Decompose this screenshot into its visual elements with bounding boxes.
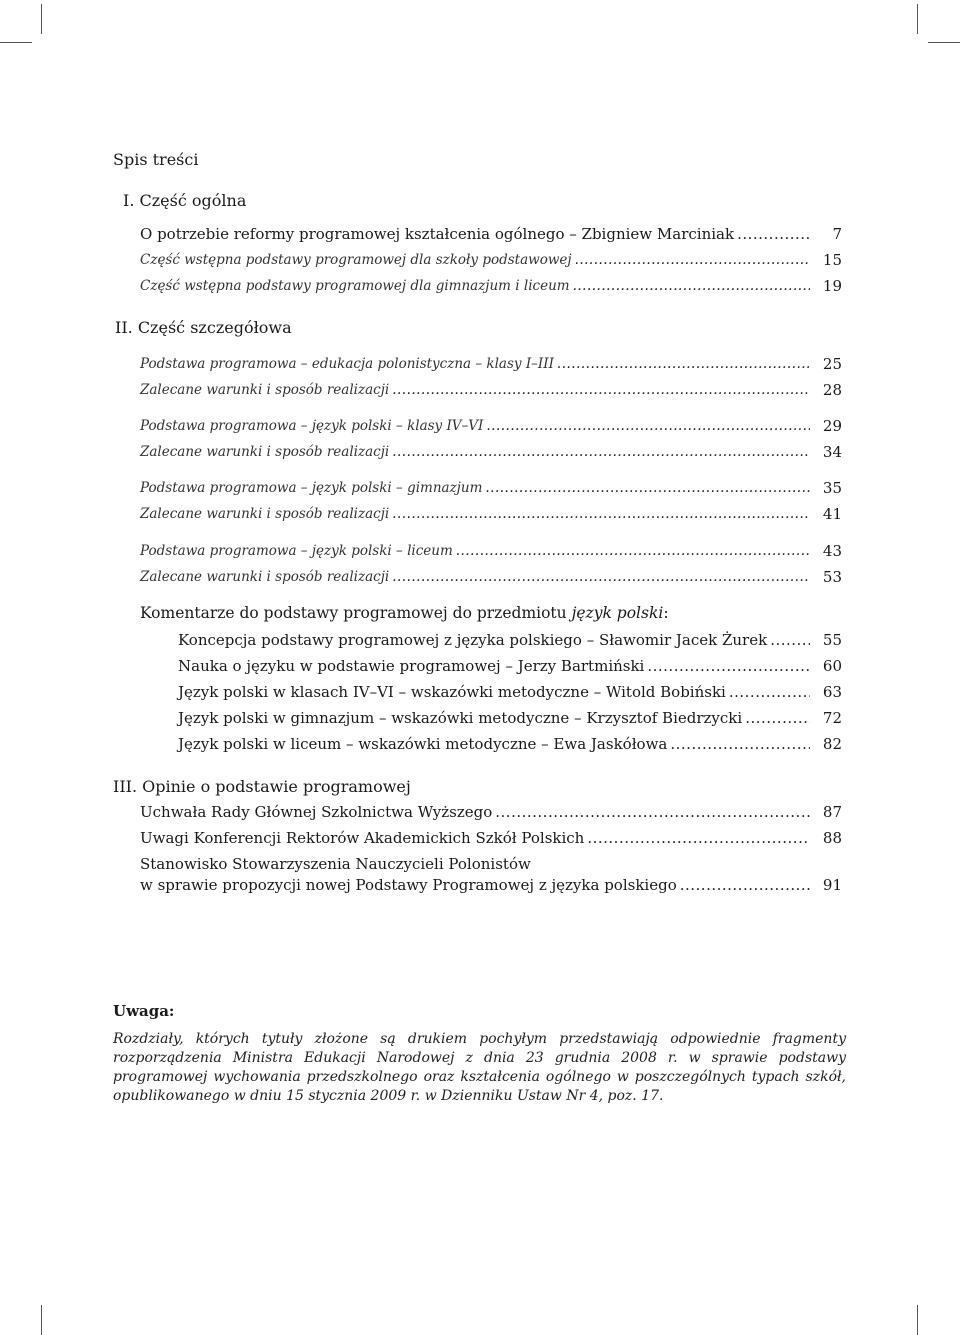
toc-entry-title: Zalecane warunki i sposób realizacji xyxy=(140,444,390,460)
toc-entry[interactable] xyxy=(178,735,810,753)
toc-entry[interactable] xyxy=(140,543,810,559)
toc-entry-page: 87 xyxy=(822,803,842,821)
toc-entry[interactable] xyxy=(140,225,810,243)
toc-entry[interactable] xyxy=(140,876,810,894)
toc-entry-title-line1: Stanowisko Stowarzyszenia Nauczycieli Polonistów xyxy=(140,855,531,873)
toc-entry-page: 55 xyxy=(822,631,842,649)
crop-mark xyxy=(928,42,960,43)
toc-entry[interactable] xyxy=(178,709,810,727)
toc-entry[interactable] xyxy=(178,657,810,675)
toc-entry-title: Podstawa programowa – edukacja polonistyczna – klasy I–III xyxy=(140,356,554,372)
leader-dots xyxy=(456,543,810,559)
leader-dots xyxy=(680,876,810,894)
section-heading: III. Opinie o podstawie programowej xyxy=(113,777,411,796)
note-body: Rozdziały, których tytuły złożone są drukiem pochyłym przedstawiają odpowiednie fragmenty rozporządzenia Ministra Edukacji Narodowej z dnia 23 grudnia 2008 r. w sprawie podstawy programowej wychowania przedszkolnego oraz kształcenia ogólnego w poszczególnych typach szkół, opublikowanego w dniu 15 stycznia 2009 r. w Dzienniku Ustaw Nr 4, poz. 17. xyxy=(113,1031,846,1104)
toc-entry-title: w sprawie propozycji nowej Podstawy Programowej z języka polskiego xyxy=(140,876,677,894)
crop-mark xyxy=(917,4,918,34)
toc-entry[interactable] xyxy=(140,356,810,372)
toc-entry-title: Zalecane warunki i sposób realizacji xyxy=(140,382,390,398)
toc-entry[interactable] xyxy=(140,480,810,496)
leader-dots xyxy=(745,709,810,727)
toc-entry[interactable] xyxy=(140,569,810,585)
leader-dots xyxy=(587,829,810,847)
toc-entry-title: Koncepcja podstawy programowej z języka polskiego – Sławomir Jacek Żurek xyxy=(178,631,768,649)
toc-entry[interactable] xyxy=(140,252,810,268)
leader-dots xyxy=(392,506,810,522)
toc-entry-page: 60 xyxy=(822,657,842,675)
leader-dots xyxy=(647,657,810,675)
leader-dots xyxy=(486,418,810,434)
toc-entry[interactable] xyxy=(140,803,810,821)
section-heading: I. Część ogólna xyxy=(123,191,247,210)
leader-dots xyxy=(392,569,810,585)
toc-entry-title: Uchwała Rady Głównej Szkolnictwa Wyższego xyxy=(140,803,493,821)
toc-entry-page: 72 xyxy=(822,709,842,727)
toc-entry-page: 82 xyxy=(822,735,842,753)
toc-entry-title: Język polski w gimnazjum – wskazówki metodyczne – Krzysztof Biedrzycki xyxy=(178,709,743,727)
toc-entry-title: Zalecane warunki i sposób realizacji xyxy=(140,569,390,585)
toc-entry[interactable] xyxy=(178,683,810,701)
leader-dots xyxy=(392,382,810,398)
toc-entry-title: Nauka o języku w podstawie programowej – Jerzy Bartmiński xyxy=(178,657,645,675)
leader-dots xyxy=(485,480,810,496)
crop-mark xyxy=(41,4,42,34)
toc-entry-title: Część wstępna podstawy programowej dla szkoły podstawowej xyxy=(140,252,572,268)
toc-entry-page: 34 xyxy=(822,443,842,461)
note-title: Uwaga: xyxy=(113,1002,175,1020)
toc-entry-title: O potrzebie reformy programowej kształcenia ogólnego – Zbigniew Marciniak xyxy=(140,225,735,243)
leader-dots xyxy=(573,278,810,294)
toc-entry-title: Część wstępna podstawy programowej dla gimnazjum i liceum xyxy=(140,278,570,294)
crop-mark xyxy=(41,1305,42,1335)
toc-entry-page: 15 xyxy=(822,251,842,269)
toc-entry-page: 28 xyxy=(822,381,842,399)
toc-entry-page: 91 xyxy=(822,876,842,894)
toc-entry-title: Podstawa programowa – język polski – gimnazjum xyxy=(140,480,483,496)
crop-mark xyxy=(917,1305,918,1335)
toc-entry-page: 41 xyxy=(822,505,842,523)
toc-title: Spis treści xyxy=(113,150,199,169)
toc-entry[interactable] xyxy=(140,829,810,847)
toc-entry-title: Język polski w klasach IV–VI – wskazówki metodyczne – Witold Bobiński xyxy=(178,683,726,701)
toc-entry-page: 88 xyxy=(822,829,842,847)
leader-dots xyxy=(729,683,810,701)
leader-dots xyxy=(770,631,810,649)
toc-entry-page: 19 xyxy=(822,277,842,295)
leader-dots xyxy=(557,356,810,372)
commentary-prefix: Komentarze do podstawy programowej do przedmiotu xyxy=(140,604,572,622)
leader-dots xyxy=(737,225,810,243)
toc-entry-title: Język polski w liceum – wskazówki metodyczne – Ewa Jaskółowa xyxy=(178,735,668,753)
toc-entry-title: Podstawa programowa – język polski – klasy IV–VI xyxy=(140,418,484,434)
leader-dots xyxy=(495,803,810,821)
toc-entry-title: Uwagi Konferencji Rektorów Akademickich Szkół Polskich xyxy=(140,829,585,847)
toc-entry-page: 43 xyxy=(822,542,842,560)
leader-dots xyxy=(670,735,810,753)
commentary-subject: język polski xyxy=(571,604,664,622)
toc-entry[interactable] xyxy=(140,506,810,522)
section-heading: II. Część szczegółowa xyxy=(115,318,292,337)
crop-mark xyxy=(0,42,32,43)
toc-entry[interactable] xyxy=(140,444,810,460)
toc-entry[interactable] xyxy=(178,631,810,649)
toc-entry-page: 53 xyxy=(822,568,842,586)
toc-entry-title: Zalecane warunki i sposób realizacji xyxy=(140,506,390,522)
toc-entry[interactable] xyxy=(140,418,810,434)
commentary-suffix: : xyxy=(663,604,669,622)
toc-entry-page: 35 xyxy=(822,479,842,497)
leader-dots xyxy=(575,252,810,268)
toc-entry-page: 7 xyxy=(832,225,842,243)
toc-entry-title: Podstawa programowa – język polski – liceum xyxy=(140,543,453,559)
toc-entry[interactable] xyxy=(140,278,810,294)
toc-entry-page: 25 xyxy=(822,355,842,373)
toc-entry-page: 63 xyxy=(822,683,842,701)
toc-entry-page: 29 xyxy=(822,417,842,435)
toc-entry[interactable] xyxy=(140,382,810,398)
leader-dots xyxy=(392,444,810,460)
commentary-heading xyxy=(140,604,669,622)
